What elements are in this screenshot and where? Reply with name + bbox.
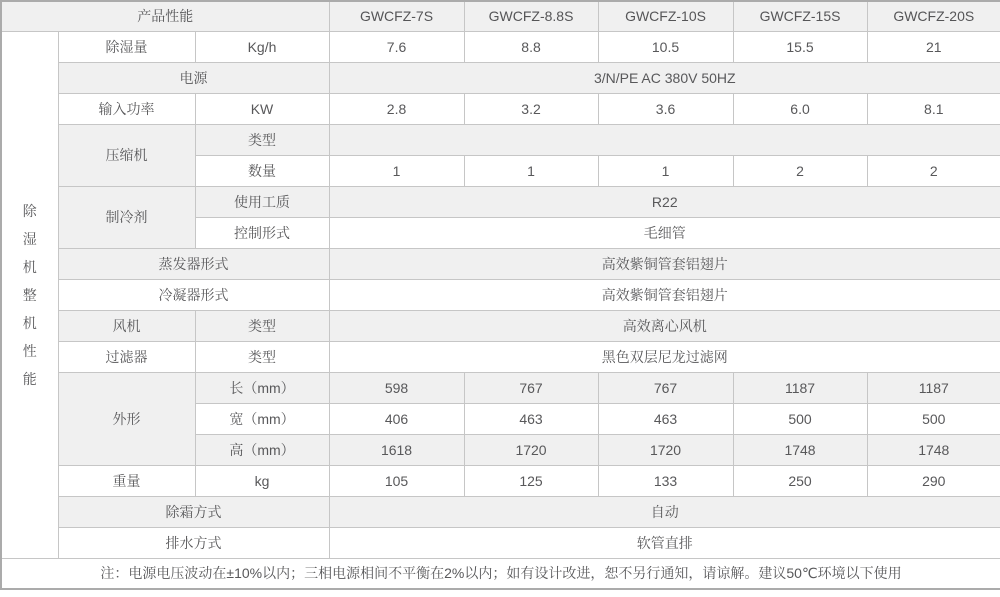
row-evaporator [1,248,1000,279]
row-unit: Kg/h [195,31,329,62]
row-sublabel: 类型 [195,124,329,155]
cell-value: 6.0 [733,93,867,124]
cell-value: 3.2 [464,93,598,124]
row-sublabel: 类型 [195,310,329,341]
row-sublabel: 高（mm） [195,434,329,465]
side-label: 除湿机整机性能 [22,202,37,387]
model-header-1: GWCFZ-7S [329,1,464,31]
row-drainage [1,527,1000,558]
row-label: 制冷剂 [58,186,195,248]
cell-value: 10.5 [598,31,733,62]
footnote: 注：电源电压波动在±10%以内；三相电源相间不平衡在2%以内；如有设计改进，恕不另行通知，请谅解。建议50℃环境以下使用 [1,558,1000,589]
cell-value [329,124,1000,155]
row-label: 重量 [58,465,195,496]
cell-value: 598 [329,372,464,403]
row-label: 除霜方式 [58,496,329,527]
cell-value: 2 [733,155,867,186]
cell-value: 1748 [867,434,1000,465]
row-label: 除湿量 [58,31,195,62]
cell-value: 406 [329,403,464,434]
cell-value: 黑色双层尼龙过滤网 [329,341,1000,372]
cell-value: 毛细管 [329,217,1000,248]
cell-value: 高效紫铜管套铝翅片 [329,248,1000,279]
cell-value: 463 [598,403,733,434]
cell-value: 2 [867,155,1000,186]
cell-value: 290 [867,465,1000,496]
cell-value: 767 [598,372,733,403]
row-label: 排水方式 [58,527,329,558]
cell-value: 自动 [329,496,1000,527]
note-row [1,558,1000,589]
row-weight [1,465,1000,496]
cell-value: 500 [733,403,867,434]
cell-value: 1618 [329,434,464,465]
row-sublabel: 宽（mm） [195,403,329,434]
row-unit: KW [195,93,329,124]
row-label: 输入功率 [58,93,195,124]
cell-value: 463 [464,403,598,434]
cell-value: 1 [598,155,733,186]
table-title: 产品性能 [1,1,329,31]
row-power-supply [1,62,1000,93]
cell-value: 7.6 [329,31,464,62]
header-row [1,1,1000,31]
cell-value: 105 [329,465,464,496]
row-input-power [1,93,1000,124]
row-sublabel: 数量 [195,155,329,186]
row-label: 过滤器 [58,341,195,372]
cell-value: 21 [867,31,1000,62]
cell-value: 767 [464,372,598,403]
row-label: 电源 [58,62,329,93]
row-filter [1,341,1000,372]
cell-value: 133 [598,465,733,496]
cell-value: 1187 [733,372,867,403]
model-header-2: GWCFZ-8.8S [464,1,598,31]
row-dehumidify [1,31,1000,62]
cell-value: 1748 [733,434,867,465]
row-sublabel: 使用工质 [195,186,329,217]
row-defrost [1,496,1000,527]
row-fan [1,310,1000,341]
cell-value: 250 [733,465,867,496]
row-compressor-type [1,124,1000,155]
row-label: 冷凝器形式 [58,279,329,310]
cell-value: 1720 [598,434,733,465]
cell-value: 500 [867,403,1000,434]
cell-value: 高效紫铜管套铝翅片 [329,279,1000,310]
row-sublabel: 控制形式 [195,217,329,248]
row-dim-length [1,372,1000,403]
cell-value: 软管直排 [329,527,1000,558]
row-unit: kg [195,465,329,496]
cell-value: 2.8 [329,93,464,124]
row-sublabel: 类型 [195,341,329,372]
cell-value: 3.6 [598,93,733,124]
cell-value: R22 [329,186,1000,217]
cell-value: 125 [464,465,598,496]
row-condenser [1,279,1000,310]
row-label: 风机 [58,310,195,341]
cell-value: 3/N/PE AC 380V 50HZ [329,62,1000,93]
row-refrigerant-medium [1,186,1000,217]
cell-value: 高效离心风机 [329,310,1000,341]
row-label: 蒸发器形式 [58,248,329,279]
cell-value: 8.8 [464,31,598,62]
cell-value: 1720 [464,434,598,465]
row-label: 外形 [58,372,195,465]
cell-value: 1 [464,155,598,186]
row-sublabel: 长（mm） [195,372,329,403]
cell-value: 1 [329,155,464,186]
row-label: 压缩机 [58,124,195,186]
model-header-5: GWCFZ-20S [867,1,1000,31]
model-header-3: GWCFZ-10S [598,1,733,31]
cell-value: 15.5 [733,31,867,62]
side-label-cell [1,31,58,558]
cell-value: 1187 [867,372,1000,403]
model-header-4: GWCFZ-15S [733,1,867,31]
cell-value: 8.1 [867,93,1000,124]
